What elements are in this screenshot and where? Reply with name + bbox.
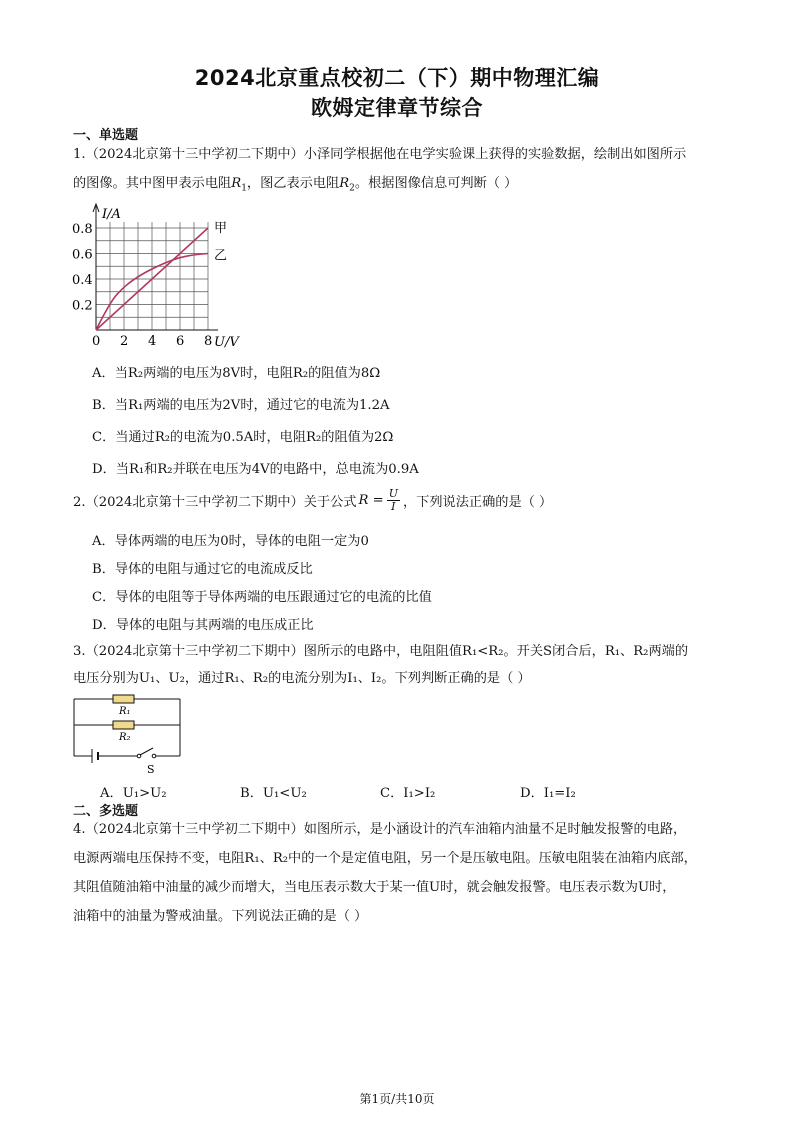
q2-option-b[interactable]: B．导体的电阻与通过它的电流成反比 [92,562,313,577]
circuit-label-switch: S [147,763,155,776]
q2-formula-numerator: U [388,487,398,500]
q1-stem-line2-b: ，图乙表示电阻 [246,176,340,191]
q3-option-b[interactable]: B．U₁<U₂ [240,786,307,801]
chart-y-tick-label: 0.6 [72,247,93,263]
q1-r2-symbol: R [339,176,350,191]
chart-x-tick-label: 8 [204,334,213,349]
q1-option-d[interactable]: D．当R₁和R₂并联在电压为4V的电路中，总电流为0.9A [92,462,419,477]
q1-option-c[interactable]: C．当通过R₂的电流为0.5A时，电阻R₂的阻值为2Ω [92,430,394,445]
page-title: 2024北京重点校初二（下）期中物理汇编 [194,66,600,90]
q2-formula-fraction [387,488,400,513]
chart-series-label-yi: 乙 [214,248,228,264]
section-heading-multi-choice: 二、多选题 [73,804,139,819]
q2-formula-denominator: I [391,500,396,513]
q3-option-d[interactable]: D．I₁=I₂ [520,786,576,801]
section-heading-single-choice: 一、单选题 [73,128,139,143]
q2-option-a[interactable]: A．导体两端的电压为0时，导体的电阻一定为0 [92,534,369,549]
page-number: 第1页/共10页 [359,1092,435,1106]
q2-option-c[interactable]: C．导体的电阻等于导体两端的电压跟通过它的电流的比值 [92,590,432,605]
q1-r1-subscript: 1 [241,183,247,194]
q3-stem-line1: 3.（2024北京第十三中学初二下期中）图所示的电路中，电阻阻值R₁<R₂。开关S闭合后，R₁、R₂两端的 [73,644,689,659]
resistor-r1-icon [113,695,134,703]
q3-option-c[interactable]: C．I₁>I₂ [380,786,436,801]
chart-y-axis-label: I/A [102,207,121,222]
page-subtitle: 欧姆定律章节综合 [311,96,483,120]
q1-option-a[interactable]: A．当R₂两端的电压为8V时，电阻R₂的阻值为8Ω [92,366,381,381]
q2-formula-lhs: R = [358,493,384,508]
chart-x-tick-label: 0 [92,334,101,349]
chart-series-label-jia: 甲 [214,221,228,236]
chart-x-tick-label: 2 [120,334,129,349]
q2-stem-b: ，下列说法正确的是（ ） [402,495,553,510]
chart-x-tick-label: 4 [148,334,157,349]
q1-iu-chart [68,196,258,356]
q4-stem-line4: 油箱中的油量为警戒油量。下列说法正确的是（ ） [73,909,368,924]
q2-stem-a: 2.（2024北京第十三中学初二下期中）关于公式 [73,495,357,510]
q1-stem-line2-c: 。根据图像信息可判断（ ） [354,176,518,191]
q4-stem-line3: 其阻值随油箱中油量的减少而增大，当电压表示数大于某一值U时，就会触发报警。电压表示数为U时， [73,880,676,895]
switch-icon [137,748,156,758]
chart-y-tick-label: 0.2 [72,298,93,314]
circuit-label-r1: R₁ [119,706,131,717]
q1-r2-subscript: 2 [349,183,355,194]
q4-stem-line2: 电源两端电压保持不变，电阻R₁、R₂中的一个是定值电阻，另一个是压敏电阻。压敏电阻装在油箱内底部， [73,851,697,866]
q1-option-b[interactable]: B．当R₁两端的电压为2V时，通过它的电流为1.2A [92,398,390,413]
q1-stem-line1: 1.（2024北京第十三中学初二下期中）小泽同学根据他在电学实验课上获得的实验数据，绘制出如图所示 [73,147,687,162]
q3-stem-line2: 电压分别为U₁、U₂，通过R₁、R₂的电流分别为I₁、I₂。下列判断正确的是（ ） [73,671,531,686]
chart-x-tick-label: 6 [176,334,185,349]
chart-y-tick-label: 0.8 [72,222,93,237]
q4-stem-line1: 4.（2024北京第十三中学初二下期中）如图所示，是小涵设计的汽车油箱内油量不足时触发报警的电路， [73,822,687,837]
chart-y-tick-label: 0.4 [72,273,93,288]
q1-r1-symbol: R [231,176,242,191]
chart-x-axis-label: U/V [214,335,239,350]
battery-icon [92,749,98,763]
resistor-r2-icon [113,721,134,729]
q3-circuit-diagram [68,688,188,778]
q2-option-d[interactable]: D．导体的电阻与其两端的电压成正比 [92,618,314,633]
q2-stem [73,488,552,513]
q3-option-a[interactable]: A．U₁>U₂ [100,786,167,801]
q1-stem-line2-a: 的图像。其中图甲表示电阻 [73,176,232,191]
q1-stem-line2 [73,172,517,194]
circuit-label-r2: R₂ [119,732,131,743]
